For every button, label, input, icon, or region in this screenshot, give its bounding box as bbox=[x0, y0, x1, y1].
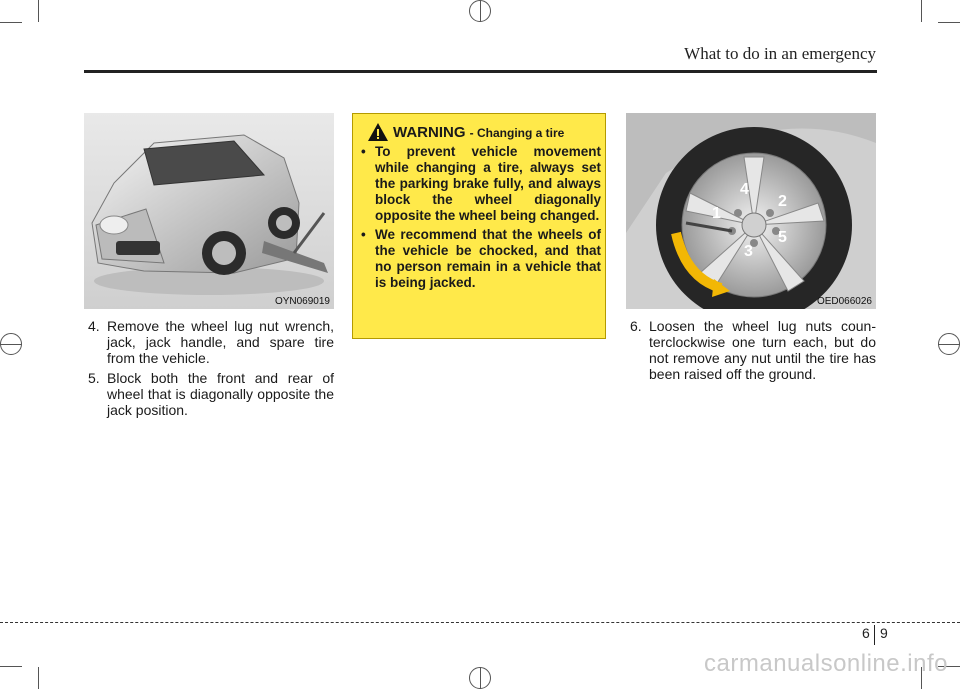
warning-item bbox=[361, 227, 601, 291]
warning-box bbox=[352, 113, 606, 339]
crop-mark bbox=[0, 22, 22, 23]
nut-label: 3 bbox=[744, 243, 753, 260]
warning-title: WARNING bbox=[393, 124, 466, 141]
step-4 bbox=[88, 318, 334, 366]
step-text: Loosen the wheel lug nuts coun-terclockwise one turn each, but do not remove any nut until the tire has been raised off the ground. bbox=[649, 318, 876, 382]
step-text: Remove the wheel lug nut wrench, jack, jack handle, and spare tire from the vehicle. bbox=[107, 318, 334, 366]
footer-rule bbox=[0, 622, 960, 623]
crop-mark bbox=[38, 667, 39, 689]
crop-mark bbox=[0, 666, 22, 667]
chapter-number: 6 bbox=[862, 625, 870, 641]
figure-code: OYN069019 bbox=[274, 296, 330, 307]
crop-mark bbox=[921, 0, 922, 22]
warning-item bbox=[361, 144, 601, 224]
registration-mark bbox=[480, 0, 481, 22]
step-number: 6. bbox=[630, 318, 642, 334]
bullet: • bbox=[361, 227, 366, 242]
step-text: Block both the front and rear of wheel that is diagonally opposite the jack position. bbox=[107, 370, 334, 418]
crop-mark bbox=[938, 22, 960, 23]
header-rule bbox=[84, 70, 877, 73]
step-6 bbox=[630, 318, 876, 382]
warning-item-text: We recommend that the wheels of the vehicle be chocked, and that no person remain in a vehicle that is being jacked. bbox=[375, 227, 601, 290]
nut-label: 4 bbox=[740, 181, 749, 198]
nut-label: 1 bbox=[712, 205, 721, 222]
car-illustration bbox=[84, 113, 334, 309]
bullet: • bbox=[361, 144, 366, 159]
warning-triangle-icon bbox=[367, 122, 389, 142]
figure-car-jack bbox=[84, 113, 334, 309]
warning-subtitle: - Changing a tire bbox=[469, 126, 565, 140]
warning-heading bbox=[393, 124, 564, 141]
wheel-illustration bbox=[626, 113, 876, 309]
nut-label: 2 bbox=[778, 193, 787, 210]
step-number: 4. bbox=[88, 318, 100, 334]
page-number: 9 bbox=[880, 625, 888, 641]
section-title: What to do in an emergency bbox=[684, 44, 876, 63]
registration-mark bbox=[480, 667, 481, 689]
watermark: carmanualsonline.info bbox=[704, 650, 948, 677]
figure-code: OED066026 bbox=[816, 296, 872, 307]
step-5 bbox=[88, 370, 334, 418]
figure-wheel-lug-nuts bbox=[626, 113, 876, 309]
warning-list bbox=[361, 144, 601, 294]
registration-mark bbox=[938, 344, 960, 345]
registration-mark bbox=[0, 344, 22, 345]
warning-item-text: To prevent vehicle movement while changing a tire, always set the parking brake fully, and always block the wheel diagonally opposite the wheel being changed. bbox=[375, 144, 601, 223]
nut-label: 5 bbox=[778, 229, 787, 246]
crop-mark bbox=[38, 0, 39, 22]
step-number: 5. bbox=[88, 370, 100, 386]
page-divider bbox=[874, 625, 875, 645]
